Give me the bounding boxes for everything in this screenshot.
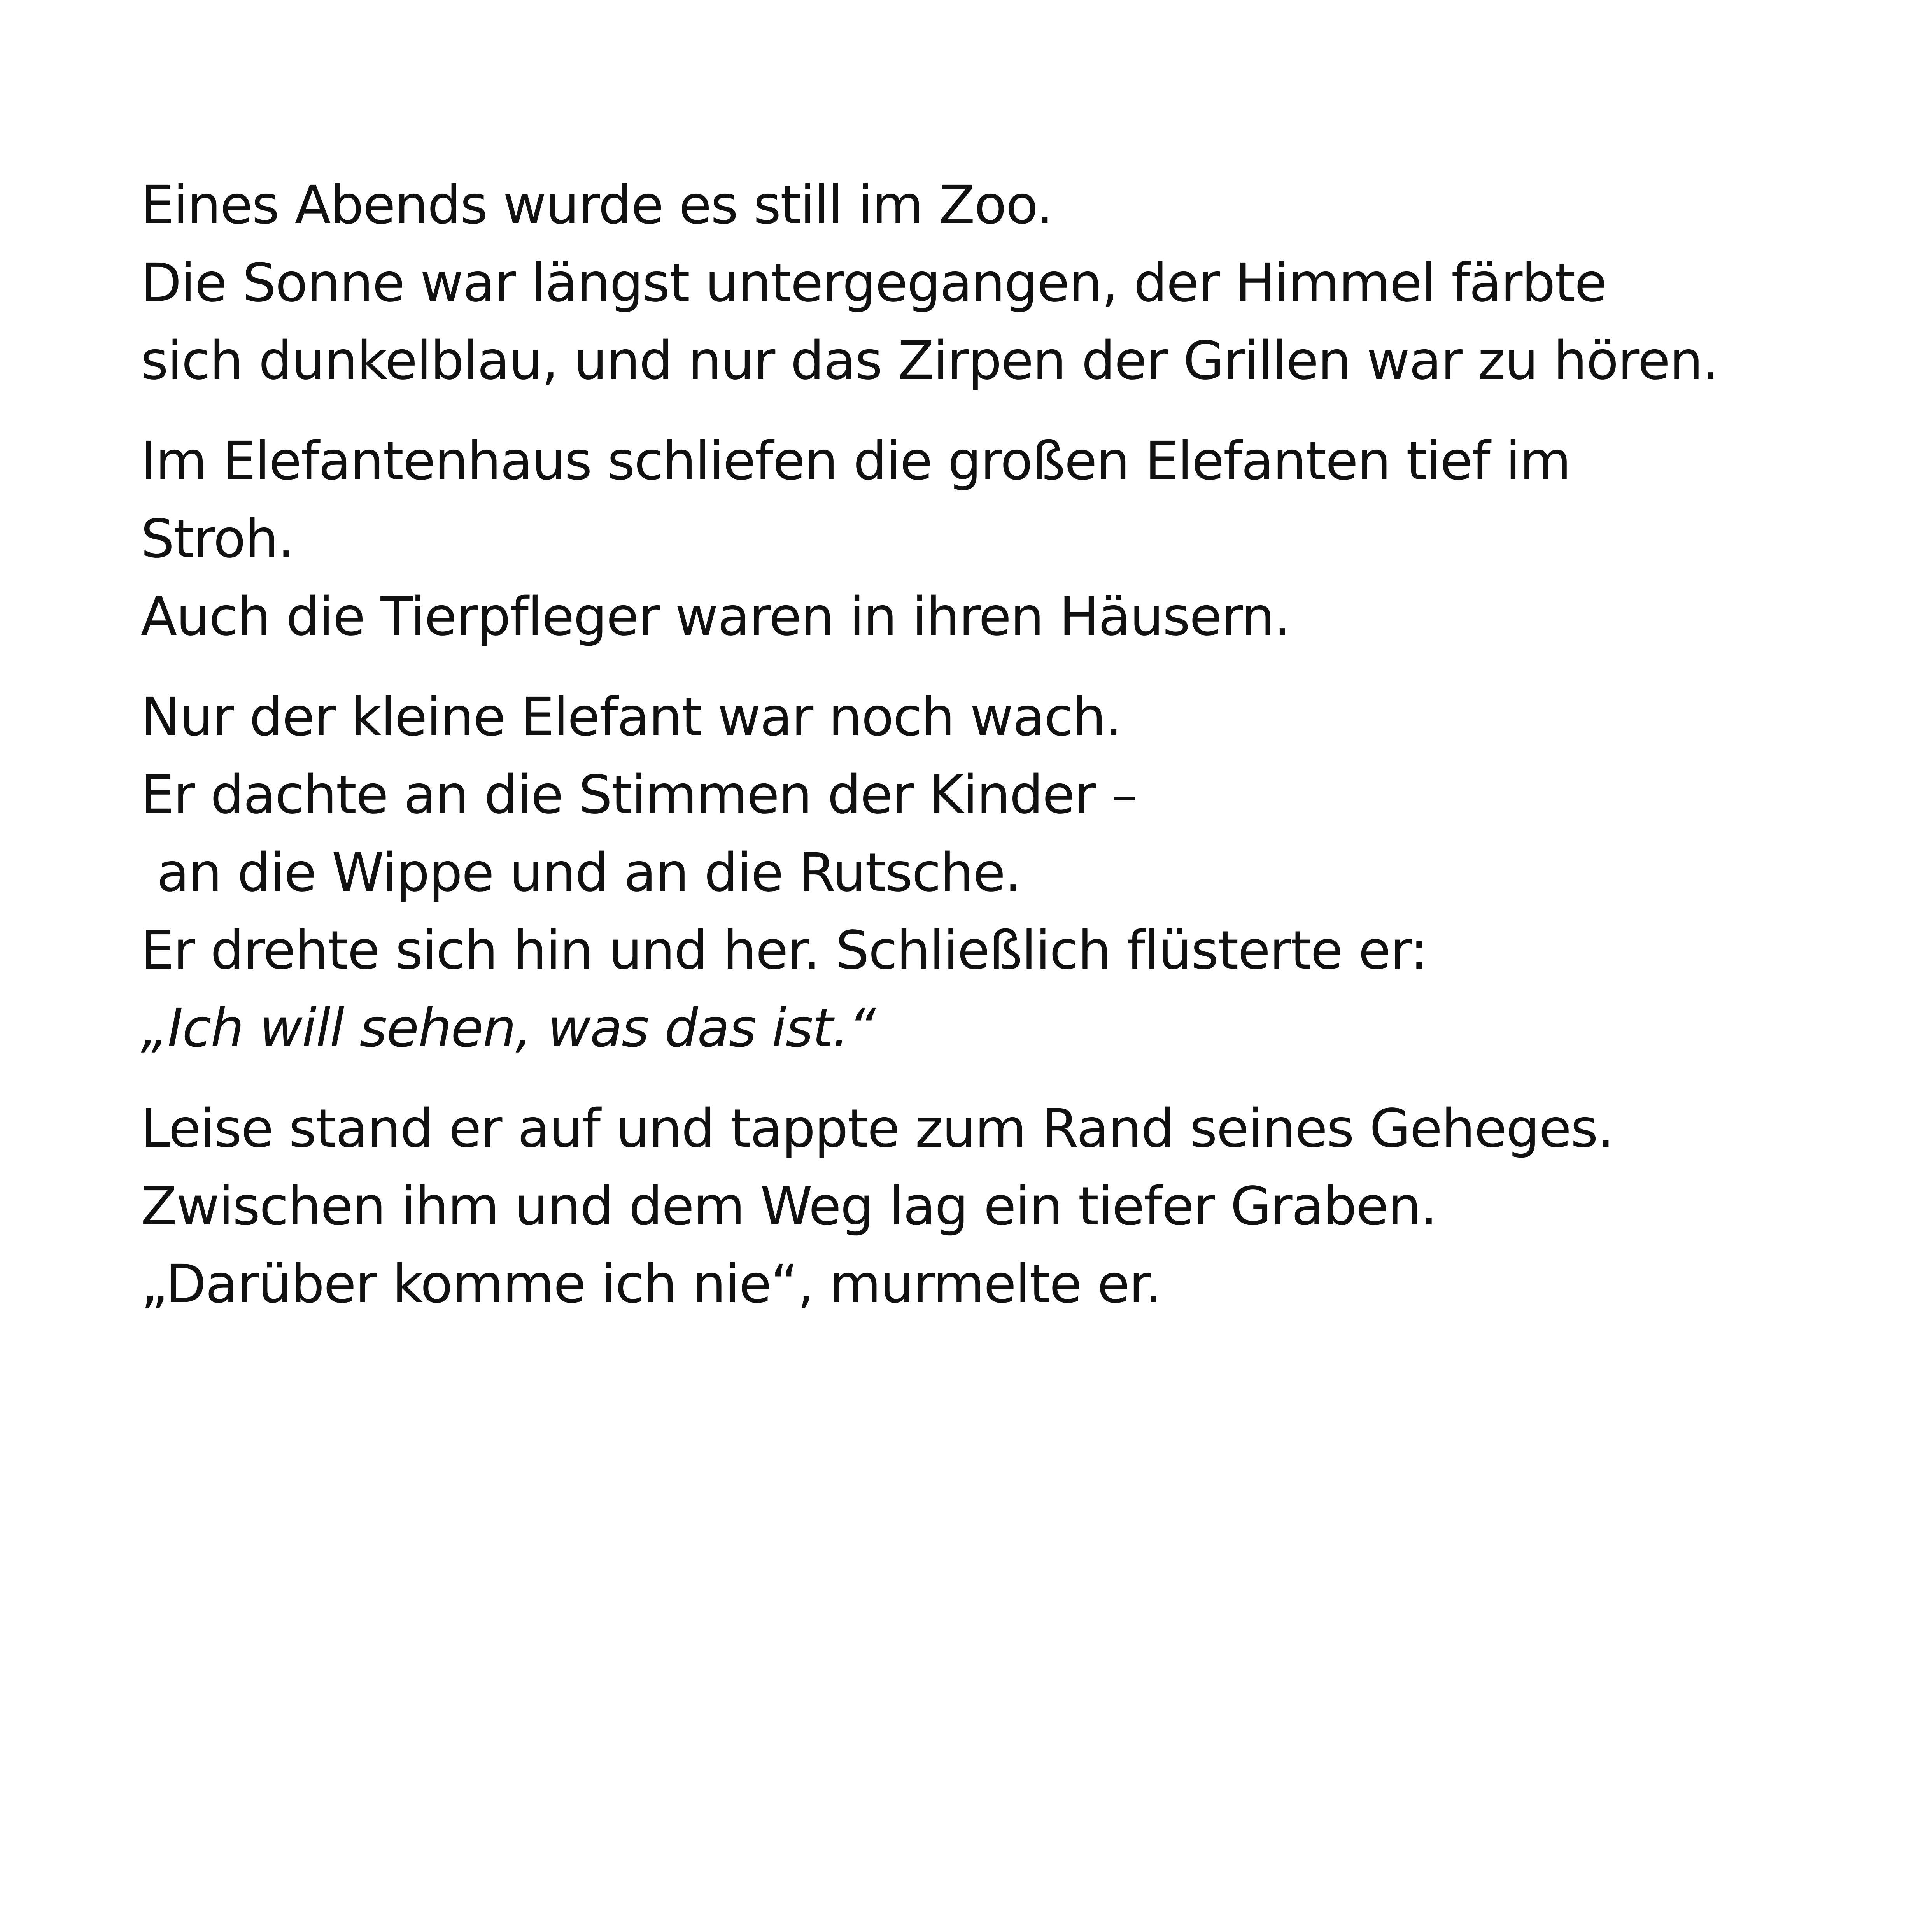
text-line: an die Wippe und an die Rutsche. — [141, 842, 1021, 904]
text-line: Er drehte sich hin und her. Schließlich flüsterte er: — [141, 920, 1428, 981]
text-line: Zwischen ihm und dem Weg lag ein tiefer Graben. — [141, 1176, 1437, 1237]
text-line: Eines Abends wurde es still im Zoo. — [141, 175, 1053, 236]
text-line: Er dachte an die Stimmen der Kinder – — [141, 764, 1137, 826]
text-line: Stroh. — [141, 508, 294, 570]
text-line: Im Elefantenhaus schliefen die großen Elefanten tief im — [141, 431, 1571, 492]
text-line: Nur der kleine Elefant war noch wach. — [141, 687, 1121, 748]
paragraph-1 — [141, 166, 1891, 400]
paragraph-4 — [141, 1090, 1891, 1323]
paragraph-2 — [141, 422, 1891, 656]
italic-quote-line: „Ich will sehen, was das ist.“ — [141, 998, 875, 1059]
text-line: Leise stand er auf und tappte zum Rand seines Geheges. — [141, 1098, 1613, 1160]
text-line: „Darüber komme ich nie“, murmelte er. — [141, 1254, 1161, 1315]
text-line: Die Sonne war längst untergegangen, der Himmel färbte — [141, 252, 1606, 314]
paragraph-3 — [141, 678, 1891, 1067]
text-line: Auch die Tierpfleger waren in ihren Häusern. — [141, 586, 1290, 648]
text-line: sich dunkelblau, und nur das Zirpen der Grillen war zu hören. — [141, 330, 1718, 392]
story-text — [141, 166, 1891, 1346]
